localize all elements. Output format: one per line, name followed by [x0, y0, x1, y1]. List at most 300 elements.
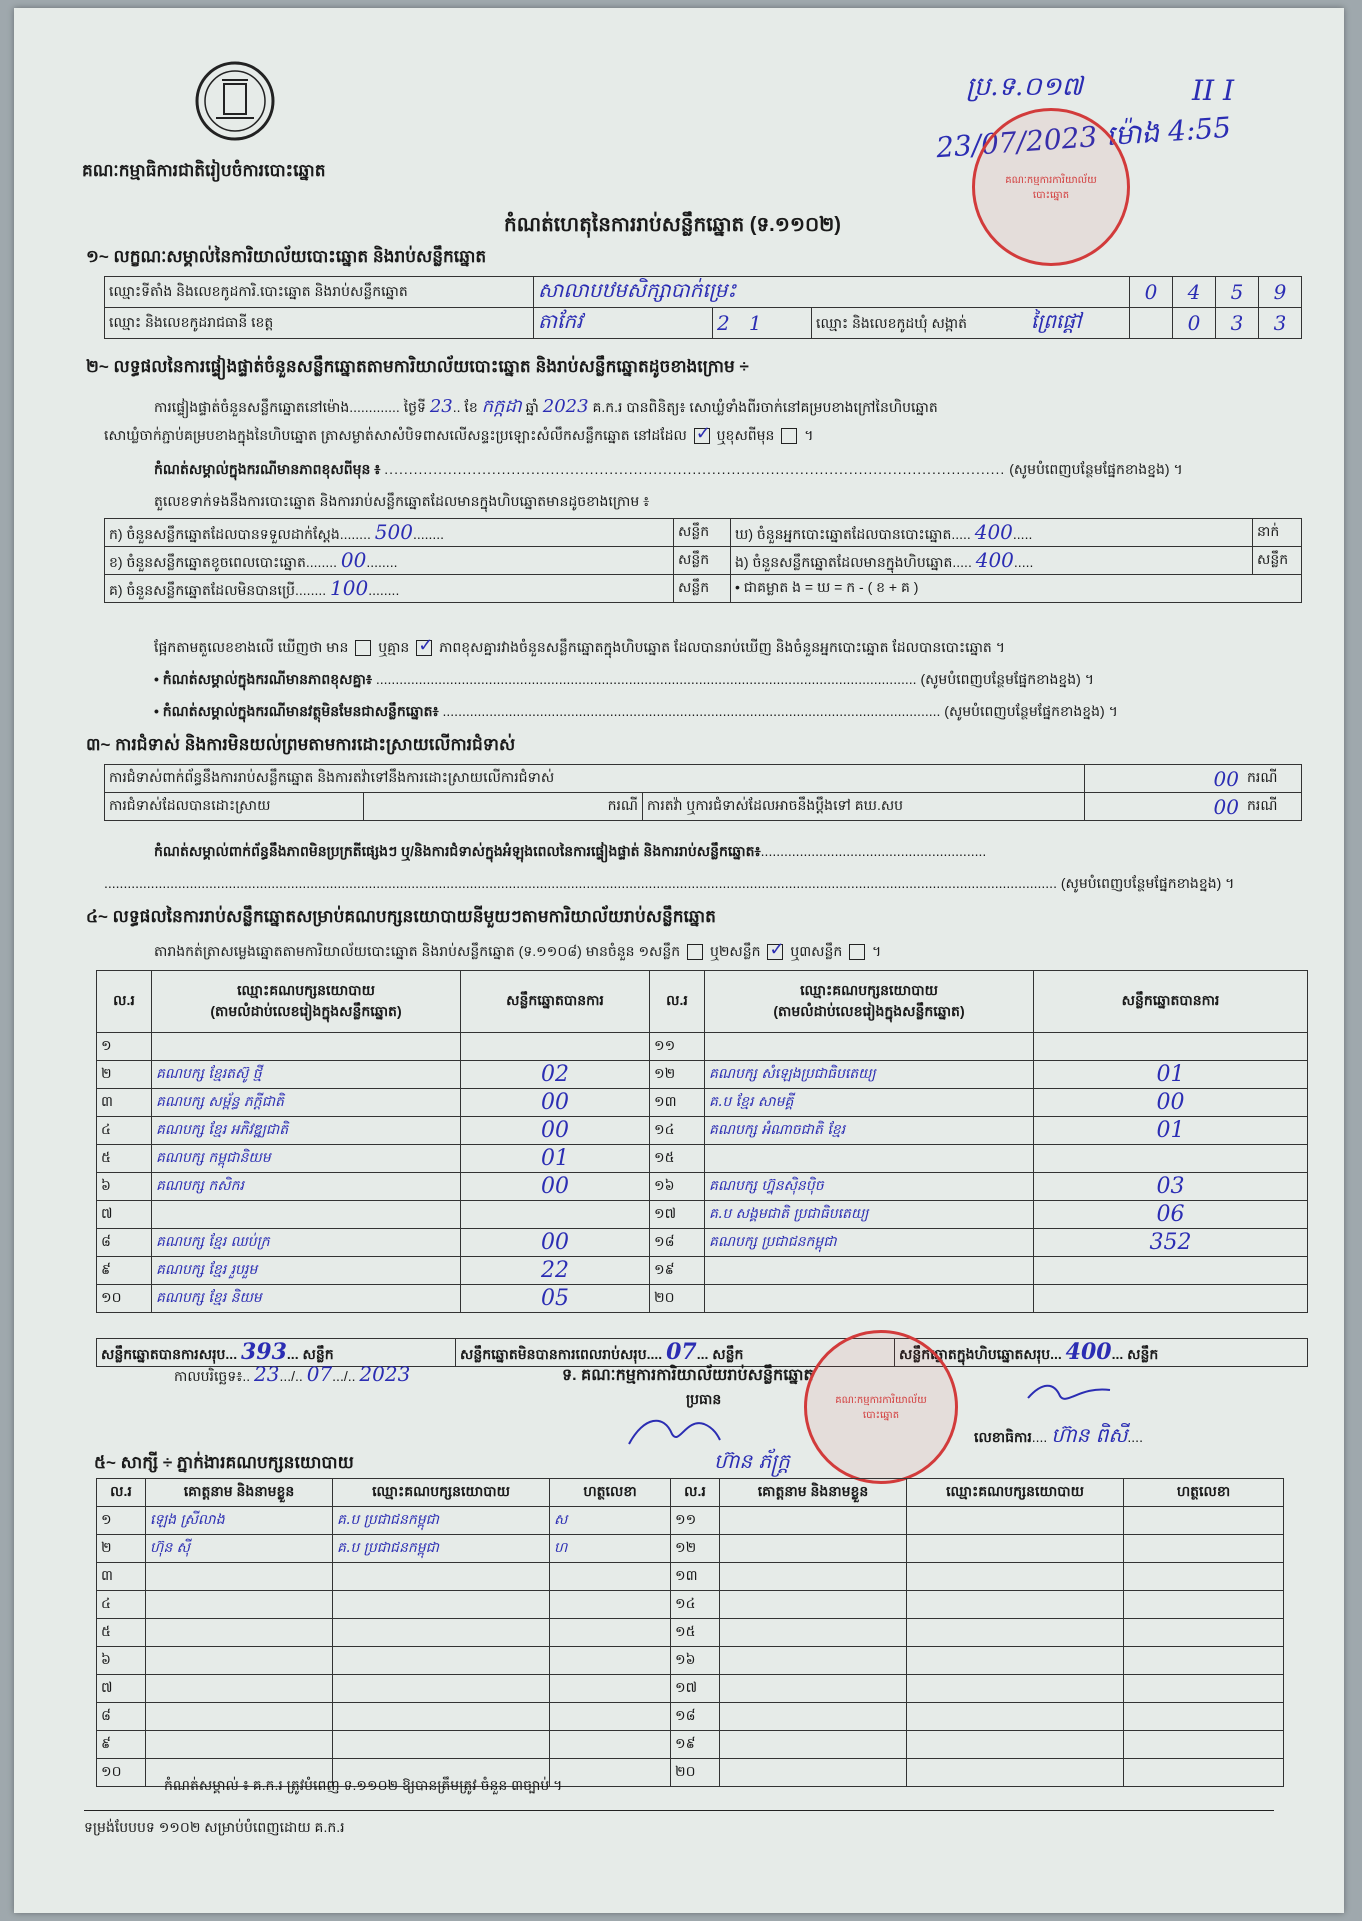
total-valid-value: 393 [240, 1339, 287, 1365]
commune-value: ព្រៃផ្ដៅ [1030, 309, 1082, 333]
section5-heading: ៥~ សាក្សី ÷ ភ្នាក់ងារគណបក្សនយោបាយ [94, 1453, 354, 1472]
col-party-left [152, 971, 461, 1033]
form-title: កំណត់ហេតុនៃការរាប់សន្លឹកឆ្នោត (ទ.១១០២) [504, 214, 841, 236]
row-no: ១០ [97, 1285, 152, 1313]
party-name: គណបក្ស ខ្មែរ និយម [152, 1285, 461, 1313]
row-no: ៨ [97, 1229, 152, 1257]
commune-code-3: 3 [1259, 308, 1302, 339]
row-no: ៩ [97, 1731, 146, 1759]
party-votes: 00 [461, 1117, 650, 1145]
col-party-right-title: ឈ្មោះគណបក្សនយោបាយ [800, 981, 938, 998]
appeal-label: ការតវ៉ា ឬការជំទាស់ដែលអាចនឹងប្ដឹងទៅ គឃ.សប [643, 793, 1085, 821]
fill-more-note-4: (សូមបំពេញបន្ថែមផ្នែកខាងខ្នង) ។ [1060, 875, 1235, 891]
results-table [96, 970, 1308, 1313]
counts-intro: តួលេខទាក់ទងនឹងការបោះឆ្នោត និងការរាប់សន្លឹកឆ្នោតដែលមានក្នុងហិបឆ្នោតមានដូចខាងក្រោម ៖ [154, 493, 650, 509]
total-box-value: 400 [1065, 1339, 1112, 1365]
received-unit: សន្លឹក [674, 519, 731, 547]
w-col-party-right: ឈ្មោះគណបក្សនយោបាយ [907, 1479, 1124, 1507]
province-code-2: 1 [748, 311, 762, 335]
witness-party [907, 1675, 1124, 1703]
complaints-value: 00 [1085, 765, 1244, 793]
total-valid-unit: សន្លឹក [302, 1346, 334, 1362]
row-no: ១៦ [650, 1173, 705, 1201]
witness-name [720, 1619, 907, 1647]
witness-signature [550, 1675, 671, 1703]
witness-party [907, 1619, 1124, 1647]
formula: • ជាគម្លាត ង = ឃ = ក - ( ខ + គ ) [731, 575, 1302, 603]
secretary-line: លេខាធិការ.... ហ៊ាន ពិសី.... [974, 1423, 1143, 1447]
row-no: ១៤ [650, 1117, 705, 1145]
total-box-label: សន្លឹកឆ្នោតក្នុងហិបឆ្នោតសរុប [899, 1346, 1051, 1362]
row-no: ៦ [97, 1173, 152, 1201]
unused-unit: សន្លឹក [674, 575, 731, 603]
location-code-2: 4 [1173, 277, 1216, 308]
witness-signature [550, 1563, 671, 1591]
row-no: ១៧ [650, 1201, 705, 1229]
witness-party [907, 1731, 1124, 1759]
witness-signature [1124, 1759, 1284, 1787]
party-votes [1034, 1257, 1308, 1285]
witness-signature [1124, 1507, 1284, 1535]
two-sheet-label: ឬ២សន្លឹក [709, 943, 761, 959]
three-sheet-checkbox[interactable] [849, 944, 865, 960]
compare-line [154, 638, 1304, 659]
note-not-ballot-label: • កំណត់សម្គាល់ក្នុងករណីមានវត្ថុមិនមែនជាសន្លឹកឆ្នោត៖ [154, 703, 439, 719]
party-name [705, 1285, 1034, 1313]
party-votes [1034, 1145, 1308, 1173]
witness-name: ហ៊ុន ស៊ី [146, 1535, 333, 1563]
party-votes: 01 [1034, 1117, 1308, 1145]
witness-party [907, 1703, 1124, 1731]
compare-text-a: ផ្អែកតាមតួលេខខាងលើ ឃើញថា មាន [154, 639, 349, 655]
section4-heading: ៤~ លទ្ធផលនៃការរាប់សន្លឹកឆ្នោតសម្រាប់គណបក្សនយោបាយនីមួយៗតាមការិយាល័យរាប់សន្លឹកឆ្នោត [86, 907, 716, 926]
commune-label: ឈ្មោះ និងលេខកូដឃុំ សង្កាត់ [816, 315, 967, 331]
witness-signature [550, 1619, 671, 1647]
date-line: កាលបរិច្ឆេទ៖.. 23.../.. 07.../.. 2023 [174, 1362, 411, 1386]
location-value: សាលាបឋមសិក្សាបាក់ម្រេះ [534, 277, 1130, 308]
month-value: កក្កដា [481, 396, 522, 417]
col-party-left-sub: (តាមលំដាប់លេខរៀងក្នុងសន្លឹកឆ្នោត) [210, 1002, 402, 1019]
total-invalid-label: សន្លឹកឆ្នោតមិនបានការពេលរាប់សរុប [460, 1346, 647, 1362]
w-col-no-left: ល.រ [97, 1479, 146, 1507]
party-name: គណបក្ស ខ្មែរ អភិវឌ្ឍជាតិ [152, 1117, 461, 1145]
form-sheet [14, 8, 1344, 1913]
row-no: ១៥ [671, 1619, 720, 1647]
row-no: ១២ [650, 1061, 705, 1089]
row-no: ៤ [97, 1117, 152, 1145]
witness-party: គ.ប ប្រជាជនកម្ពុជា [333, 1535, 550, 1563]
voters-cell: ឃ) ចំនួនអ្នកបោះឆ្នោតដែលបានបោះឆ្នោត..... 400..... [731, 519, 1253, 547]
witness-signature [550, 1647, 671, 1675]
location-code-1: 0 [1130, 277, 1173, 308]
witness-party [907, 1759, 1124, 1787]
total-invalid-value: 07 [666, 1339, 697, 1365]
party-name [705, 1145, 1034, 1173]
seal-text: គណៈកម្មការការិយាល័យបោះឆ្នោត [1005, 175, 1097, 201]
total-invalid-cell: សន្លឹកឆ្នោតមិនបានការពេលរាប់សរុប.... 07... សន្លឹក [456, 1339, 895, 1367]
section3-table [104, 764, 1302, 821]
total-box-unit: សន្លឹក [1127, 1346, 1159, 1362]
committee-stamp [804, 1330, 958, 1484]
received-cell: ក) ចំនួនសន្លឹកឆ្នោតដែលបានទទួលដាក់ស្ដែង........ 500........ [105, 519, 674, 547]
day-label: ថ្ងៃទី [403, 399, 426, 415]
witness-name [146, 1703, 333, 1731]
one-sheet-checkbox[interactable] [687, 944, 703, 960]
date-label: កាលបរិច្ឆេទ៖ [174, 1368, 243, 1384]
date-day: 23 [254, 1362, 280, 1386]
row-no: ៥ [97, 1619, 146, 1647]
witness-party [333, 1703, 550, 1731]
row-no: ១៥ [650, 1145, 705, 1173]
total-box-cell: សន្លឹកឆ្នោតក្នុងហិបឆ្នោតសរុប... 400... សន្លឹក [895, 1339, 1308, 1367]
spoiled-cell: ខ) ចំនួនសន្លឹកឆ្នោតខូចពេលបោះឆ្នោត........ 00........ [105, 547, 674, 575]
row-no: ១៩ [650, 1257, 705, 1285]
witness-signature [1124, 1675, 1284, 1703]
col-votes-left: សន្លឹកឆ្នោតបានការ [461, 971, 650, 1033]
row-no: ១៦ [671, 1647, 720, 1675]
complaints-label: ការជំទាស់ពាក់ព័ន្ធនឹងការរាប់សន្លឹកឆ្នោត និងការតវ៉ាទៅនឹងការដោះស្រាយលើការជំទាស់ [105, 765, 1085, 793]
unused-label: គ) ចំនួនសន្លឹកឆ្នោតដែលមិនបានប្រើ [109, 581, 296, 598]
witness-row [97, 1647, 1284, 1675]
witness-row [97, 1535, 1284, 1563]
seal-check-text: សោឃ្លំចាក់ភ្ជាប់គម្របខាងក្នុងនៃហិបឆ្នោត ត្រាសម្ងាត់សាសំបិទពាសលើសន្ទះប្រឡោះសំលឹកសន្លឹកឆ្នោត នៅដដែល [104, 427, 687, 443]
witness-signature: ស [550, 1507, 671, 1535]
party-votes: 00 [461, 1173, 650, 1201]
party-votes: 22 [461, 1257, 650, 1285]
row-no: ១៧ [671, 1675, 720, 1703]
resolved-unit: ករណី [364, 793, 643, 821]
commune-code-2: 3 [1216, 308, 1259, 339]
row-no: ២ [97, 1061, 152, 1089]
party-name: គណបក្ស ខ្មែរ រួបរួម [152, 1257, 461, 1285]
col-party-right [705, 971, 1034, 1033]
year-label: ឆ្នាំ [525, 399, 539, 415]
date-year: 2023 [359, 1362, 411, 1386]
row-no: ១ [97, 1033, 152, 1061]
voters-label: ឃ) ចំនួនអ្នកបោះឆ្នោតដែលបានបោះឆ្នោត [735, 525, 952, 542]
witness-row [97, 1507, 1284, 1535]
table-row [97, 1201, 1308, 1229]
witness-name [146, 1675, 333, 1703]
party-name: គ.ប ខ្មែរ សាមគ្គី [705, 1089, 1034, 1117]
witness-party [907, 1647, 1124, 1675]
section2-para-line2: សោឃ្លំចាក់ភ្ជាប់គម្របខាងក្នុងនៃហិបឆ្នោត ត្រាសម្ងាត់សាសំបិទពាសលើសន្ទះប្រឡោះសំលឹកសន្លឹកឆ្នោត នៅដដែល ✓ ឬខុសពីមុន ។ [104, 426, 1304, 447]
row-no: ២០ [650, 1285, 705, 1313]
section1-table [104, 276, 1302, 339]
row-no: ១៨ [650, 1229, 705, 1257]
location-label: ឈ្មោះទីតាំង និងលេខកូដការិ.បោះឆ្នោត និងរាប់សន្លឹកឆ្នោត [105, 277, 534, 308]
row-no: ២ [97, 1535, 146, 1563]
witness-signature [1124, 1731, 1284, 1759]
witness-party [333, 1591, 550, 1619]
has-diff-checkbox[interactable] [355, 640, 371, 656]
section3-note-cont: ..................................................................................................................................................................................................................................................... (សូមបំពេញបន្ថែមផ្នែកខាងខ្នង) ។ [104, 875, 1235, 891]
witness-row [97, 1703, 1284, 1731]
no-diff-checkbox[interactable] [416, 640, 432, 656]
party-votes: 00 [461, 1229, 650, 1257]
seal-stamp-top [972, 108, 1130, 266]
handwritten-marks: II I [1192, 74, 1235, 107]
witness-party [907, 1507, 1124, 1535]
province-code [713, 308, 812, 339]
party-name: គណបក្ស កម្ពុជានិយម [152, 1145, 461, 1173]
spoiled-label: ខ) ចំនួនសន្លឹកឆ្នោតខូចពេលបោះឆ្នោត [109, 553, 306, 570]
received-value: 500 [374, 519, 413, 544]
location-code-3: 5 [1216, 277, 1259, 308]
party-votes: 00 [461, 1089, 650, 1117]
witness-row [97, 1675, 1284, 1703]
table-row [97, 1145, 1308, 1173]
witness-signature [1124, 1619, 1284, 1647]
committee-label: ទ. គណៈកម្មការការិយាល័យរាប់សន្លឹកឆ្នោត [562, 1367, 814, 1384]
row-no: ២០ [671, 1759, 720, 1787]
spoiled-unit: សន្លឹក [674, 547, 731, 575]
witness-party [333, 1619, 550, 1647]
row-no: ១១ [671, 1507, 720, 1535]
party-name: គណបក្ស អំណាចជាតិ ខ្មែរ [705, 1117, 1034, 1145]
year-value: 2023 [542, 396, 589, 417]
party-name [152, 1033, 461, 1061]
party-name: គណបក្ស សម្ព័ន្ធ ភក្ដីជាតិ [152, 1089, 461, 1117]
witness-row [97, 1619, 1284, 1647]
party-votes [1034, 1033, 1308, 1061]
witness-name [720, 1731, 907, 1759]
date-month: 07 [306, 1362, 333, 1386]
party-name [705, 1033, 1034, 1061]
footer-divider [84, 1810, 1274, 1811]
handwritten-serial: ប្រ.ទ.០១៧ [966, 72, 1083, 102]
witness-party [333, 1731, 550, 1759]
w-col-sign-left: ហត្ថលេខា [550, 1479, 671, 1507]
row-no: ១៣ [650, 1089, 705, 1117]
party-name: គណបក្ស ហ្វ៊ុនស៊ិនប៉ិច [705, 1173, 1034, 1201]
changed-checkbox[interactable] [781, 428, 797, 444]
same-checkbox[interactable] [694, 428, 710, 444]
table-row [97, 1257, 1308, 1285]
party-votes: 06 [1034, 1201, 1308, 1229]
counts-table [104, 518, 1302, 603]
party-votes [461, 1201, 650, 1229]
party-name: គណបក្ស ប្រជាជនកម្ពុជា [705, 1229, 1034, 1257]
note-diff-line: កំណត់សម្គាល់ក្នុងករណីមានភាពខុសពីមុន ៖ ............................................................................................................................... (សូមបំពេញបន្ថែមផ្នែកខាងខ្នង) ។ [154, 461, 1183, 477]
voters-unit: នាក់ [1253, 519, 1302, 547]
secretary-signature [1024, 1376, 1114, 1412]
table-row [97, 1229, 1308, 1257]
row-no: ៩ [97, 1257, 152, 1285]
party-name [152, 1201, 461, 1229]
witness-name [146, 1591, 333, 1619]
witness-name: ឡេង ស្រីលាង [146, 1507, 333, 1535]
changed-label: ឬខុសពីមុន [716, 427, 775, 443]
commune-code-1: 0 [1173, 308, 1216, 339]
fill-more-note-2: (សូមបំពេញបន្ថែមផ្នែកខាងខ្នង) ។ [920, 671, 1094, 687]
day-value: 23 [429, 396, 453, 417]
stamp-text: គណៈកម្មការការិយាល័យបោះឆ្នោត [835, 1395, 927, 1421]
table-row [97, 1285, 1308, 1313]
party-name: គ.ប សង្គមជាតិ ប្រជាធិបតេយ្យ [705, 1201, 1034, 1229]
authority-name: គណៈកម្មាធិការជាតិរៀបចំការបោះឆ្នោត [82, 161, 326, 180]
witness-signature [550, 1731, 671, 1759]
row-no: ៦ [97, 1647, 146, 1675]
handwritten-date-time: 23/07/2023 ម៉ោង 4:55 [934, 110, 1232, 165]
three-sheet-label: ឬ៣សន្លឹក [790, 943, 843, 959]
inbox-cell: ង) ចំនួនសន្លឹកឆ្នោតដែលមានក្នុងហិបឆ្នោត..... 400..... [731, 547, 1253, 575]
section3-note-label: កំណត់សម្គាល់ពាក់ព័ន្ធនឹងភាពមិនប្រក្រតីផ្សេងៗ ឬ/និងការជំទាស់ក្នុងអំឡុងពេលនៃការផ្ទៀងផ្ទាត់ និងការរាប់សន្លឹកឆ្នោត៖ [154, 843, 761, 859]
inbox-value: 400 [975, 547, 1014, 572]
section3-heading: ៣~ ការជំទាស់ និងការមិនយល់ព្រមតាមការដោះស្រាយលើការជំទាស់ [86, 735, 516, 754]
row-no: ៣ [97, 1089, 152, 1117]
row-no: ៧ [97, 1675, 146, 1703]
col-no-right: ល.រ [650, 971, 705, 1033]
unused-cell: គ) ចំនួនសន្លឹកឆ្នោតដែលមិនបានប្រើ........ 100........ [105, 575, 674, 603]
secretary-label: លេខាធិការ [974, 1429, 1032, 1445]
fill-more-note-3: (សូមបំពេញបន្ថែមផ្នែកខាងខ្នង) ។ [944, 703, 1118, 719]
witness-party: គ.ប ប្រជាជនកម្ពុជា [333, 1507, 550, 1535]
party-votes: 01 [461, 1145, 650, 1173]
table-row [97, 1061, 1308, 1089]
footer-text: ទម្រង់បែបបទ ១១០២ សម្រាប់បំពេញដោយ គ.ក.រ [84, 1819, 345, 1835]
witness-party [333, 1563, 550, 1591]
month-label: ខែ [464, 399, 478, 415]
inbox-label: ង) ចំនួនសន្លឹកឆ្នោតដែលមានក្នុងហិបឆ្នោត [735, 553, 953, 570]
witness-name [720, 1675, 907, 1703]
col-party-left-title: ឈ្មោះគណបក្សនយោបាយ [237, 981, 375, 998]
section3-note: កំណត់សម្គាល់ពាក់ព័ន្ធនឹងភាពមិនប្រក្រតីផ្សេងៗ ឬ/និងការជំទាស់ក្នុងអំឡុងពេលនៃការផ្ទៀងផ្ទាត់ និងការរាប់សន្លឹកឆ្នោត៖.......................................................... [154, 843, 987, 859]
witness-party [907, 1563, 1124, 1591]
witness-signature [550, 1759, 671, 1787]
row-no: ៨ [97, 1703, 146, 1731]
total-invalid-unit: សន្លឹក [712, 1346, 744, 1362]
witness-name [720, 1647, 907, 1675]
row-no: ១៤ [671, 1591, 720, 1619]
witness-party [907, 1535, 1124, 1563]
witness-name [146, 1619, 333, 1647]
total-valid-cell: សន្លឹកឆ្នោតបានការសរុប... 393... សន្លឹក [97, 1339, 456, 1367]
party-votes: 352 [1034, 1229, 1308, 1257]
fill-more-note: (សូមបំពេញបន្ថែមផ្នែកខាងខ្នង) ។ [1009, 461, 1183, 477]
spoiled-value: 00 [340, 547, 367, 572]
witness-signature [550, 1703, 671, 1731]
received-label: ក) ចំនួនសន្លឹកឆ្នោតដែលបានទទួលដាក់ស្ដែង [109, 525, 340, 542]
party-votes [1034, 1285, 1308, 1313]
witness-name [720, 1703, 907, 1731]
party-votes [461, 1033, 650, 1061]
complaints-unit: ករណី [1243, 765, 1302, 793]
party-name: គណបក្ស ខ្មែរ ឈប់ក្រ [152, 1229, 461, 1257]
section2-heading: ២~ លទ្ធផលនៃការផ្ទៀងផ្ទាត់ចំនួនសន្លឹកឆ្នោតតាមការិយាល័យបោះឆ្នោត និងរាប់សន្លឹកឆ្នោតដូចខាងក្រោម ÷ [86, 357, 749, 376]
row-no: ១១ [650, 1033, 705, 1061]
appeal-value: 00 [1085, 793, 1244, 821]
witness-table [96, 1478, 1284, 1787]
resolved-label: ការជំទាស់ដែលបានដោះស្រាយ [105, 793, 364, 821]
witness-name [720, 1535, 907, 1563]
appeal-unit: ករណី [1243, 793, 1302, 821]
table-row [97, 1117, 1308, 1145]
note-mismatch-label: • កំណត់សម្គាល់ក្នុងករណីមានភាពខុសគ្នា៖ [154, 671, 372, 687]
compare-text-c: ភាពខុសគ្នារវាងចំនួនសន្លឹកឆ្នោតក្នុងហិបឆ្នោត ដែលបានរាប់ឃើញ និងចំនួនអ្នកបោះឆ្នោត ដែលបានបោះឆ្នោត ។ [439, 639, 1005, 655]
witness-row [97, 1591, 1284, 1619]
compare-text-b: ឬគ្មាន [378, 639, 410, 655]
party-votes: 01 [1034, 1061, 1308, 1089]
row-no: ១៨ [671, 1703, 720, 1731]
row-no: ១៣ [671, 1563, 720, 1591]
party-votes: 03 [1034, 1173, 1308, 1201]
w-col-no-right: ល.រ [671, 1479, 720, 1507]
check-time-label: ការផ្ទៀងផ្ទាត់ចំនួនសន្លឹកឆ្នោតនៅម៉ោង [154, 399, 350, 415]
w-col-name-left: គោត្តនាម និងនាមខ្លួន [146, 1479, 333, 1507]
two-sheet-checkbox[interactable] [767, 944, 783, 960]
province-label: ឈ្មោះ និងលេខកូដរាជធានី ខេត្ត [105, 308, 534, 339]
note-not-ballot-line: • កំណត់សម្គាល់ក្នុងករណីមានវត្ថុមិនមែនជាសន្លឹកឆ្នោត៖ ................................................................................................................................ (សូមបំពេញបន្ថែមផ្នែកខាងខ្នង) ។ [154, 703, 1118, 719]
witness-name [146, 1731, 333, 1759]
nec-emblem-icon [194, 60, 276, 142]
section2-para-line1: ការផ្ទៀងផ្ទាត់ចំនួនសន្លឹកឆ្នោតនៅម៉ោង............. ថ្ងៃទី 23.. ខែ កក្កដា ឆ្នាំ 2023 គ.ក.រ បានពិនិត្យ៖ សោឃ្លំទាំងពីរចាក់នៅគម្របខាងក្រៅនៃហិបឆ្នោត [154, 396, 938, 417]
row-no: ១២ [671, 1535, 720, 1563]
table-row [97, 1033, 1308, 1061]
party-name: គណបក្ស កសិករ [152, 1173, 461, 1201]
note-mismatch-line: • កំណត់សម្គាល់ក្នុងករណីមានភាពខុសគ្នា៖ ........................................................................................................................................... (សូមបំពេញបន្ថែមផ្នែកខាងខ្នង) ។ [154, 671, 1094, 687]
note-diff-label: កំណត់សម្គាល់ក្នុងករណីមានភាពខុសពីមុន ៖ [154, 461, 381, 477]
witness-name [146, 1647, 333, 1675]
col-no-left: ល.រ [97, 971, 152, 1033]
total-valid-label: សន្លឹកឆ្នោតបានការសរុប [101, 1346, 226, 1362]
location-code-4: 9 [1259, 277, 1302, 308]
secretary-name: ហ៊ាន ពិសី [1051, 1423, 1128, 1447]
row-no: ១៩ [671, 1731, 720, 1759]
commune-cell [812, 308, 1130, 339]
party-name: គណបក្ស ខ្មែរតស៊ូ ថ្មី [152, 1061, 461, 1089]
witness-name [720, 1563, 907, 1591]
check-text: គ.ក.រ បានពិនិត្យ៖ សោឃ្លំទាំងពីរចាក់នៅគម្របខាងក្រៅនៃហិបឆ្នោត [592, 399, 938, 415]
table-row [97, 1089, 1308, 1117]
section1-heading: ១~ លក្ខណៈសម្គាល់នៃការិយាល័យបោះឆ្នោត និងរាប់សន្លឹកឆ្នោត [86, 247, 487, 266]
voters-value: 400 [974, 519, 1013, 544]
witness-signature [1124, 1563, 1284, 1591]
row-no: ១ [97, 1507, 146, 1535]
chair-label: ប្រធាន [686, 1391, 722, 1407]
col-party-right-sub: (តាមលំដាប់លេខរៀងក្នុងសន្លឹកឆ្នោត) [773, 1002, 965, 1019]
row-no: ៥ [97, 1145, 152, 1173]
witness-party [333, 1675, 550, 1703]
table-row [97, 1173, 1308, 1201]
witness-signature [1124, 1647, 1284, 1675]
chair-name: ហ៊ាន ភ័ក្ត្រ [714, 1449, 790, 1473]
witness-name [720, 1759, 907, 1787]
witness-signature [1124, 1535, 1284, 1563]
sheets-count-label: តារាងកត់ត្រាសម្លេងឆ្នោតតាមការិយាល័យបោះឆ្នោត និងរាប់សន្លឹកឆ្នោត (ទ.១១០៨) មានចំនួន ១សន្លឹក [154, 943, 681, 959]
witness-signature [1124, 1703, 1284, 1731]
witness-signature: ហ [550, 1535, 671, 1563]
unused-value: 100 [330, 575, 369, 600]
chair-signature [624, 1406, 724, 1454]
party-name: គណបក្ស សំឡេងប្រជាធិបតេយ្យ [705, 1061, 1034, 1089]
col-votes-right: សន្លឹកឆ្នោតបានការ [1034, 971, 1308, 1033]
witness-name [720, 1591, 907, 1619]
witness-signature [550, 1591, 671, 1619]
row-no: ៣ [97, 1563, 146, 1591]
commune-code-blank [1130, 308, 1173, 339]
witness-signature [1124, 1591, 1284, 1619]
witness-party [333, 1647, 550, 1675]
witness-name [146, 1563, 333, 1591]
province-code-1: 2 [717, 311, 730, 335]
party-votes: 02 [461, 1061, 650, 1089]
witness-party [907, 1591, 1124, 1619]
row-no: ៤ [97, 1591, 146, 1619]
inbox-unit: សន្លឹក [1253, 547, 1302, 575]
row-no: ១០ [97, 1759, 146, 1787]
row-no: ៧ [97, 1201, 152, 1229]
